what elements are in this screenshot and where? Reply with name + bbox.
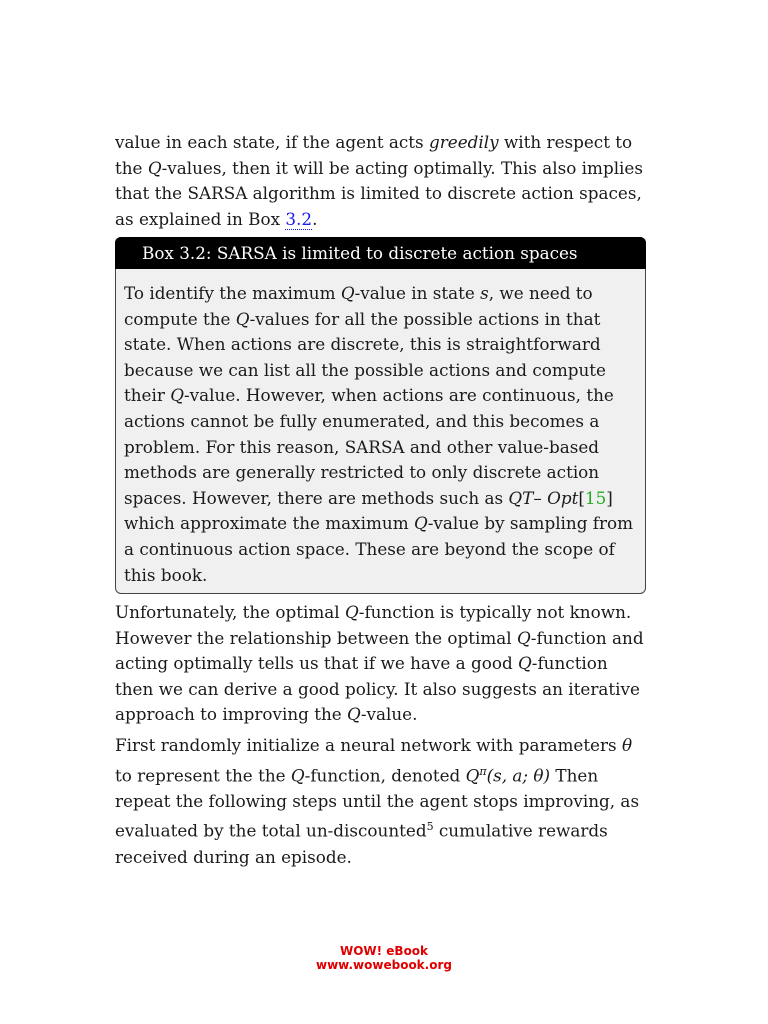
text: [ (578, 487, 585, 508)
paragraph-2 (115, 600, 650, 728)
math-q: Q (170, 385, 184, 406)
box-title: Box 3.2: SARSA is limited to discrete action spaces (115, 237, 646, 269)
text: -value by sampling from a continuous action space. These are beyond the scope of this book. (124, 513, 634, 585)
text: -value. However, when actions are continuous, the actions cannot be fully enumerated, and this becomes a problem. For this reason, SARSA and other value-based methods are generally restricted to only discrete action spaces. However, there are methods such as (124, 385, 614, 508)
sidebar-box (115, 237, 646, 594)
math-q: Q (340, 283, 355, 303)
text: -value in state (354, 283, 481, 303)
text: -value. (360, 704, 418, 725)
math-q: Q (290, 765, 305, 786)
paragraph-1 (115, 130, 650, 232)
math-q: Q (518, 653, 532, 674)
text: Then repeat the following steps until the agent stops improving, as evaluated by the total un-discounted (115, 765, 640, 841)
math-q: Q (414, 513, 428, 534)
math-pi: π (479, 764, 487, 778)
text: value in each state, if the agent acts (115, 132, 430, 152)
text: -values for all the possible actions in that state. When actions are discrete, this is straightforward because we can list all the possible actions and compute their (124, 308, 606, 406)
watermark (0, 944, 768, 972)
text: Box (248, 208, 286, 229)
paragraph-3 (115, 733, 650, 870)
text: -function then we can derive a good policy. It also suggests an iterative approach to improving the (115, 653, 640, 725)
footnote-marker[interactable]: 5 (426, 820, 434, 834)
math-q: Q (235, 308, 250, 329)
text: To identify the maximum (124, 283, 341, 303)
text: -function and acting optimally tells us that if we have a good (115, 627, 644, 674)
math-q: Q (465, 765, 480, 786)
math-qt-opt: QT– Opt (508, 487, 579, 508)
math-s: s (480, 283, 489, 303)
math-theta: θ (621, 735, 633, 755)
text: ] (606, 487, 613, 508)
text: -values, then it will be acting optimally. This also implies that the SARSA algorithm is limited to discrete action spaces, as explained in (115, 157, 643, 229)
text: . (312, 208, 318, 229)
emphasis-greedily: greedily (429, 132, 499, 152)
text: -function is typically not known. However the relationship between the optimal (115, 602, 632, 648)
text: to represent the the (115, 765, 291, 786)
watermark-url: www.wowebook.org (316, 958, 452, 972)
citation-link[interactable]: 15 (584, 487, 607, 508)
text: Unfortunately, the optimal (115, 602, 346, 622)
math-q: Q (517, 627, 531, 648)
box-body (124, 281, 639, 588)
text: -function, denoted (304, 765, 466, 786)
text: cumulative rewards received during an episode. (115, 820, 608, 867)
text: which approximate the maximum (124, 513, 414, 534)
text: , we need to compute the (124, 283, 593, 329)
text: First randomly initialize a neural network with parameters (115, 735, 622, 755)
box-reference-link[interactable]: 3.2 (285, 208, 313, 229)
text: with respect to the (115, 132, 633, 178)
math-q: Q (345, 602, 359, 622)
math-q: Q (147, 157, 162, 178)
math-q: Q (347, 704, 361, 725)
watermark-title: WOW! eBook (339, 944, 429, 958)
math-args: (s, a; θ) (486, 765, 551, 786)
